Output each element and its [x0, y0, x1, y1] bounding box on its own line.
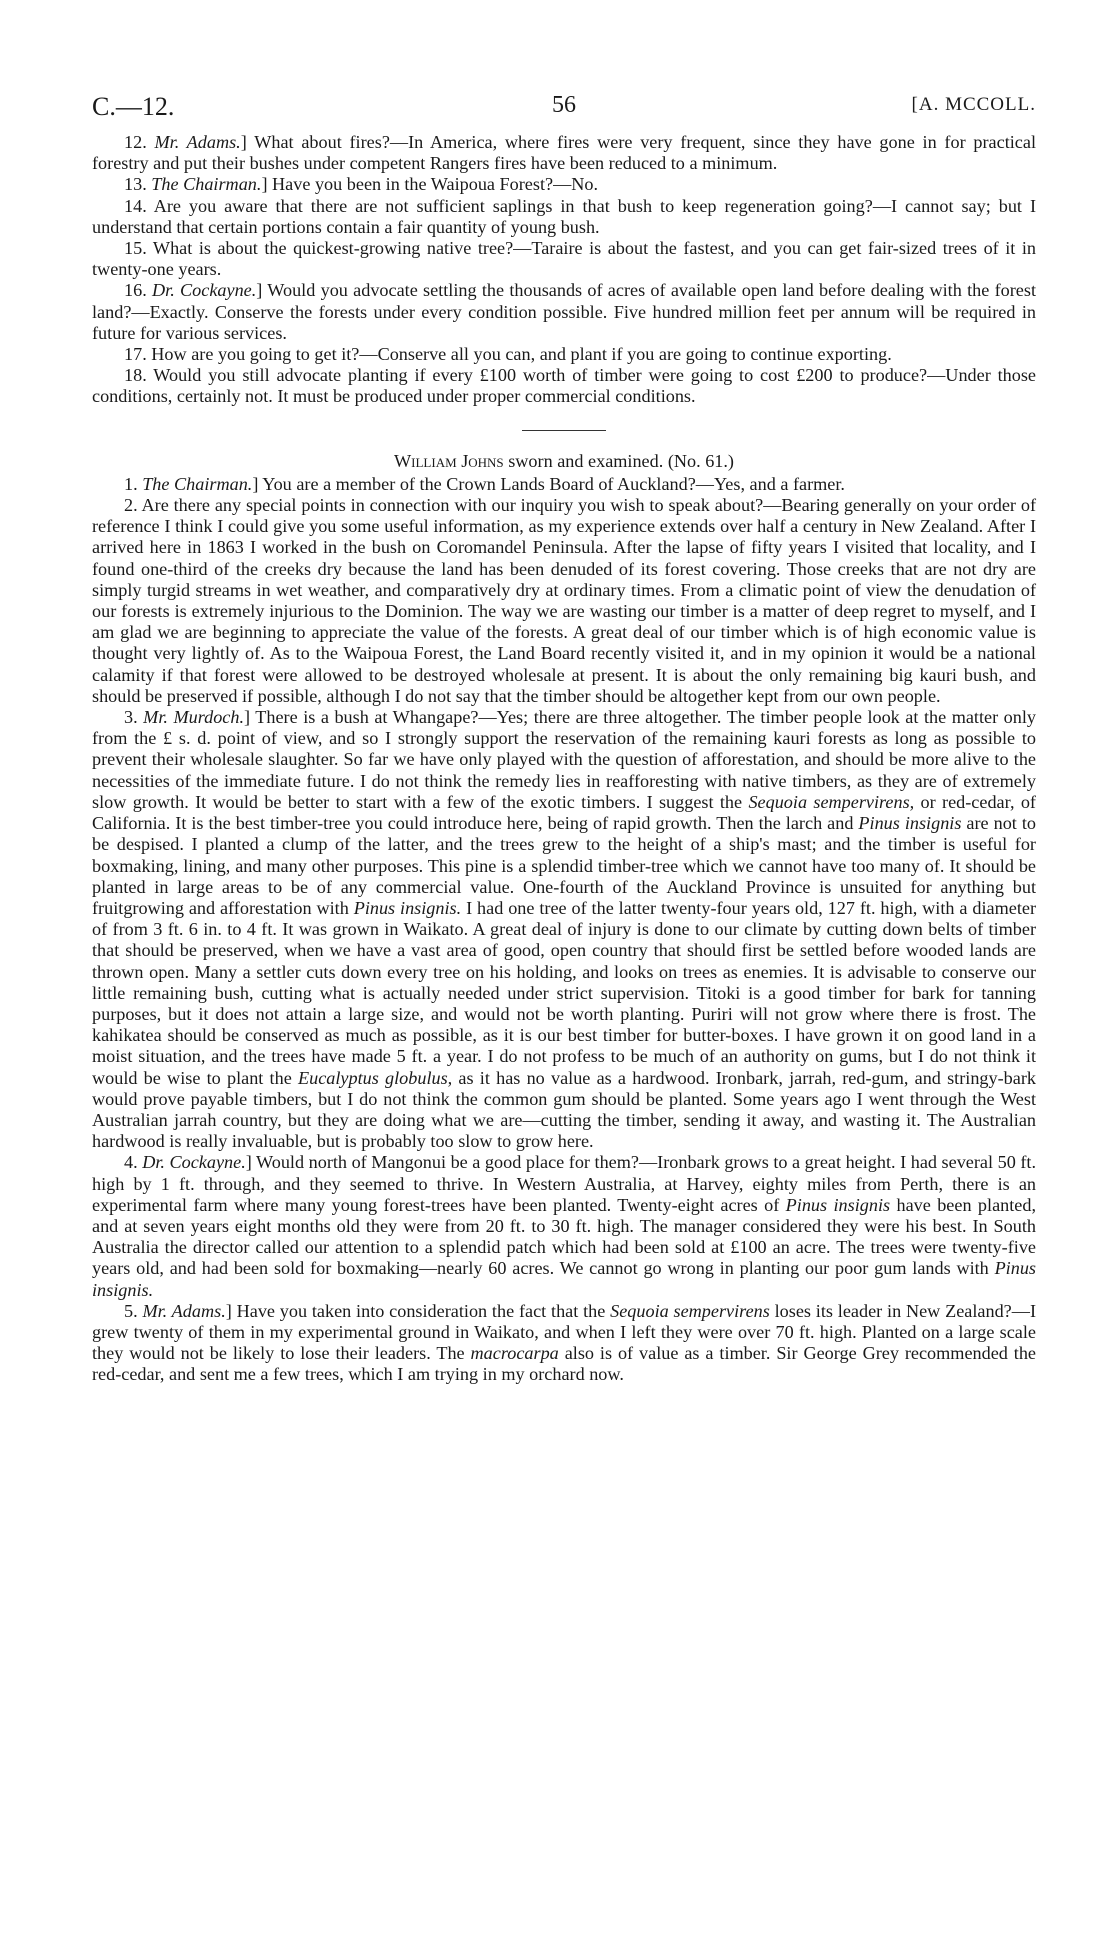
section-divider — [522, 430, 606, 431]
running-head: [A. MCCOLL. — [911, 94, 1036, 115]
question-3: 3. Mr. Murdoch.] There is a bush at Whangape?—Yes; there are three altogether. The timber people look at the matter only from the £ s. d. point of view, and so I strongly support the reservation of the remaining kauri forests as long as possible to prevent their wholesale slaughter. So far we have only played with the question of afforestation, and should be more alive to the necessities of the immediate future. I do not think the remedy lies in reafforesting with native timbers, as they are of extremely slow growth. It would be better to start with a few of the exotic timbers. I suggest the Sequoia sempervirens, or red-cedar, of California. It is the best timber-tree you could introduce here, being of rapid growth. Then the larch and Pinus insignis are not to be despised. I planted a clump of the latter, and the trees grew to the height of a ship's mast; and the timber is useful for boxmaking, lining, and many other purposes. This pine is a splendid timber-tree which we cannot have too many of. It should be planted in large areas to be of any commercial value. One-fourth of the Auckland Province is unsuited for anything but fruitgrowing and afforestation with Pinus insignis. I had one tree of the latter twenty-four years old, 127 ft. high, with a diameter of from 3 ft. 6 in. to 4 ft. It was grown in Waikato. A great deal of injury is done to our climate by cutting down belts of timber that should be preserved, when we have a vast area of good, open country that should first be settled before wooded lands are thrown open. Many a settler cuts down every tree on his holding, and looks on trees as enemies. It is advisable to conserve our little remaining bush, cutting what is actually needed under strict supervision. Titoki is a good timber for bark for tanning purposes, but it does not attain a large size, and would not be worth planting. Puriri will not grow where there is frost. The kahikatea should be conserved as much as possible, as it is our best timber for butter-boxes. I have grown it on good land in a moist situation, and the trees have made 5 ft. a year. I do not profess to be much of an authority on gums, but I do not think it would be wise to plant the Eucalyptus globulus, as it has no value as a hardwood. Ironbark, jarrah, red-gum, and stringy-bark would prove payable timbers, but I do not think the common gum should be planted. Some years ago I went through the West Australian jarrah country, but they are doing what we are—cutting the timber, sending it away, and wasting it. The Australian hardwood is really invaluable, but is probably too slow to grow here. — [92, 707, 1037, 1152]
question-17: 17. How are you going to get it?—Conserve all you can, and plant if you are going to continue exporting. — [124, 344, 892, 365]
species-name: Eucalyptus globulus, — [297, 1067, 453, 1088]
speaker: The Chairman. — [151, 174, 262, 195]
speaker: Mr. Adams. — [142, 1300, 226, 1321]
question-1: 1. The Chairman.] You are a member of the Crown Lands Board of Auckland?—Yes, and a farmer. — [124, 473, 845, 494]
question-2: 2. Are there any special points in connection with our inquiry you wish to speak about?—Bearing generally on your order of reference I think I could give you some useful information, as my experience extends over half a century in New Zealand. After I arrived here in 1863 I worked in the bush on Coromandel Peninsula. After the lapse of fifty years I visited that locality, and I found one-third of the creeks dry because the land has been denuded of its forest covering. Those creeks that are not dry are simply turgid streams in wet weather, and comparatively dry at ordinary times. From a climatic point of view the denudation of our forests is extremely injurious to the Dominion. The way we are wasting our timber is a matter of deep regret to myself, and I am glad we are beginning to appreciate the value of the forests. A great deal of our timber which is of high economic value is thought very lightly of. As to the Waipoua Forest, the Land Board recently visited it, and in my opinion it would be a national calamity if that forest were allowed to be destroyed wholesale at present. It is about the only remaining big kauri bush, and should be preserved if possible, although I do not say that the timber should be altogether kept from our own people. — [92, 495, 1036, 706]
species-name: Pinus insignis. — [353, 897, 462, 918]
question-14: 14. Are you aware that there are not sufficient saplings in that bush to keep regeneration going?—I cannot say; but I understand that certain portions contain a fair quantity of young bush. — [92, 195, 1036, 237]
question-4: 4. Dr. Cockayne.] Would north of Mangonui be a good place for them?—Ironbark grows to a great height. I had several 50 ft. high by 1 ft. through, and they seemed to thrive. In Western Australia, at Harvey, eighty miles from Perth, there is an experimental farm where many young forest-trees have been planted. Twenty-eight acres of Pinus insignis have been planted, and at seven years eight months old they were from 20 ft. to 30 ft. high. The manager considered they were his best. In South Australia the director called our attention to a splendid patch which had been sold at £100 an acre. The trees were twenty-five years old, and had been sold for boxmaking—nearly 60 acres. We cannot go wrong in planting our poor gum lands with Pinus insignis. — [92, 1152, 1037, 1300]
witness-heading: William Johns sworn and examined. (No. 61.) — [393, 450, 734, 471]
speaker: Dr. Cockayne. — [142, 1152, 246, 1173]
species-name: macrocarpa — [470, 1343, 559, 1364]
question-16: 16. Dr. Cockayne.] Would you advocate settling the thousands of acres of available open land before dealing with the forest land?—Exactly. Conserve the forests under every condition possible. Five hundred million feet per annum will be required in future for various services. — [92, 280, 1037, 343]
question-12: 12. Mr. Adams.] What about fires?—In America, where fires were very frequent, since they have gone in for practical forestry and put their bushes under competent Rangers fires have been reduced to a minimum. — [92, 132, 1036, 174]
page-header — [92, 92, 1036, 132]
question-13: 13. The Chairman.] Have you been in the Waipoua Forest?—No. — [124, 174, 599, 195]
question-15: 15. What is about the quickest-growing native tree?—Taraire is about the fastest, and you can get fair-sized trees of it in twenty-one years. — [92, 238, 1036, 280]
question-18: 18. Would you still advocate planting if every £100 worth of timber were going to cost £200 to produce?—Under those conditions, certainly not. It must be produced under proper commercial conditions. — [92, 365, 1037, 407]
species-name: Pinus insignis — [785, 1194, 891, 1215]
species-name: Sequoia sempervirens — [610, 1300, 770, 1321]
species-name: Pinus insignis. — [92, 1258, 1036, 1300]
speaker: Mr. Murdoch. — [143, 707, 245, 728]
page-number: 56 — [552, 92, 576, 118]
question-5: 5. Mr. Adams.] Have you taken into consideration the fact that the Sequoia sempervirens loses its leader in New Zealand?—I grew twenty of them in my experimental ground in Waikato, and when I left they were over 70 ft. high. Planted on a large scale they would not be likely to lose their leaders. The macrocarpa also is of value as a timber. Sir George Grey recommended the red-cedar, and sent me a few trees, which I am trying in my orchard now. — [92, 1300, 1037, 1385]
paper-reference: C.—12. — [92, 92, 175, 121]
speaker: Dr. Cockayne. — [152, 280, 257, 301]
species-name: Sequoia sempervirens, — [748, 791, 915, 812]
species-name: Pinus insignis — [858, 813, 962, 834]
speaker: Mr. Adams. — [154, 132, 241, 152]
speaker: The Chairman. — [142, 473, 253, 494]
